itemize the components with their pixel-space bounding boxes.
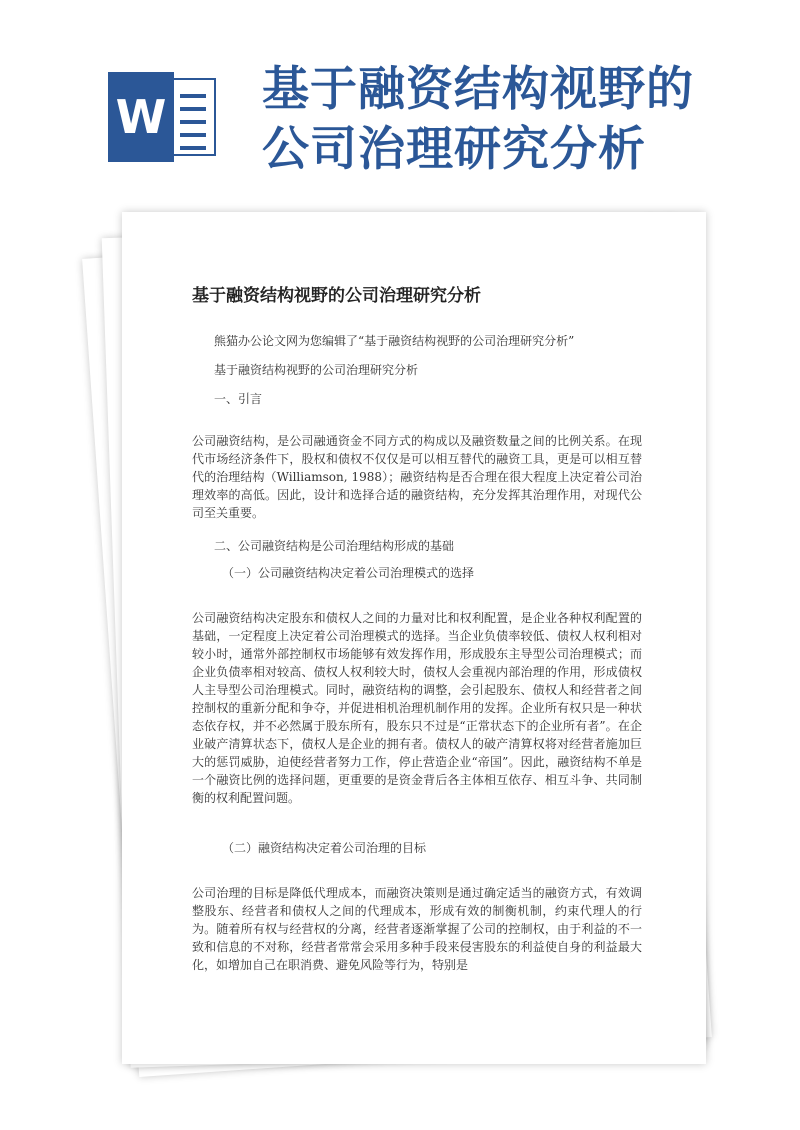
word-letter-badge: W <box>108 72 174 162</box>
paragraph-governance-goal: 公司治理的目标是降低代理成本，而融资决策则是通过确定适当的融资方式，有效调整股东、经营者和债权人之间的代理成本，形成有效的制衡机制，约束代理人的行为。随着所有权与经营权的分离，经营者逐渐掌握了公司的控制权，由于利益的不一致和信息的不对称，经营者常常会采用多种手段来侵害股东的利益使自身的利益最大化，如增加自己在职消费、避免风险等行为，特别是 <box>192 886 642 972</box>
paragraph-governance-mode: 公司融资结构决定股东和债权人之间的力量对比和权利配置，是企业各种权利配置的基础，一定程度上决定着公司治理模式的选择。当企业负债率较低、债权人权利相对较小时，通常外部控制权市场能够有效发挥作用，形成股东主导型公司治理模式；而企业负债率相对较高、债权人权利较大时，债权人会重视内部治理的作用，形成债权人主导型公司治理模式。同时，融资结构的调整，会引起股东、债权人和经营者之间控制权的重新分配和争夺，并促进相机治理机制作用的发挥。企业所有权只是一种状态依存权，并不必然属于股东所有，股东只不过是“正常状态下的企业所有者”。在企业破产清算状态下，债权人是企业的拥有者。债权人的破产清算权将对经营者施加巨大的惩罚威胁，迫使经营者努力工作，停止营造企业“帝国”。因此，融资结构不单是一个融资比例的选择问题，更重要的是资金背后各主体相互依存、相互斗争、共同制衡的权利配置问题。 <box>192 611 642 805</box>
section-heading-financing-basis: 二、公司融资结构是公司治理结构形成的基础 <box>214 539 455 553</box>
word-app-icon <box>108 72 218 162</box>
section-heading-introduction: 一、引言 <box>214 392 263 406</box>
subsection-heading-governance-goal: （二）融资结构决定着公司治理的目标 <box>222 841 427 855</box>
subsection-heading-governance-mode: （一）公司融资结构决定着公司治理模式的选择 <box>222 566 475 580</box>
page-title: 基于融资结构视野的公司治理研究分析 <box>262 62 694 177</box>
document-page <box>122 212 706 1064</box>
document-title: 基于融资结构视野的公司治理研究分析 <box>192 286 481 306</box>
document-subtitle: 基于融资结构视野的公司治理研究分析 <box>214 363 419 377</box>
paragraph-introduction: 公司融资结构，是公司融通资金不同方式的构成以及融资数量之间的比例关系。在现代市场经济条件下，股权和债权不仅仅是可以相互替代的融资工具，更是可以相互替代的治理结构（Williamson, 1988）；融资结构是否合理在很大程度上决定着公司治理效率的高低。因此，设计和选择合适的融资结构，充分发挥其治理作用，对现代公司至关重要。 <box>192 434 642 520</box>
intro-note: 熊猫办公论文网为您编辑了“基于融资结构视野的公司治理研究分析” <box>214 334 575 348</box>
